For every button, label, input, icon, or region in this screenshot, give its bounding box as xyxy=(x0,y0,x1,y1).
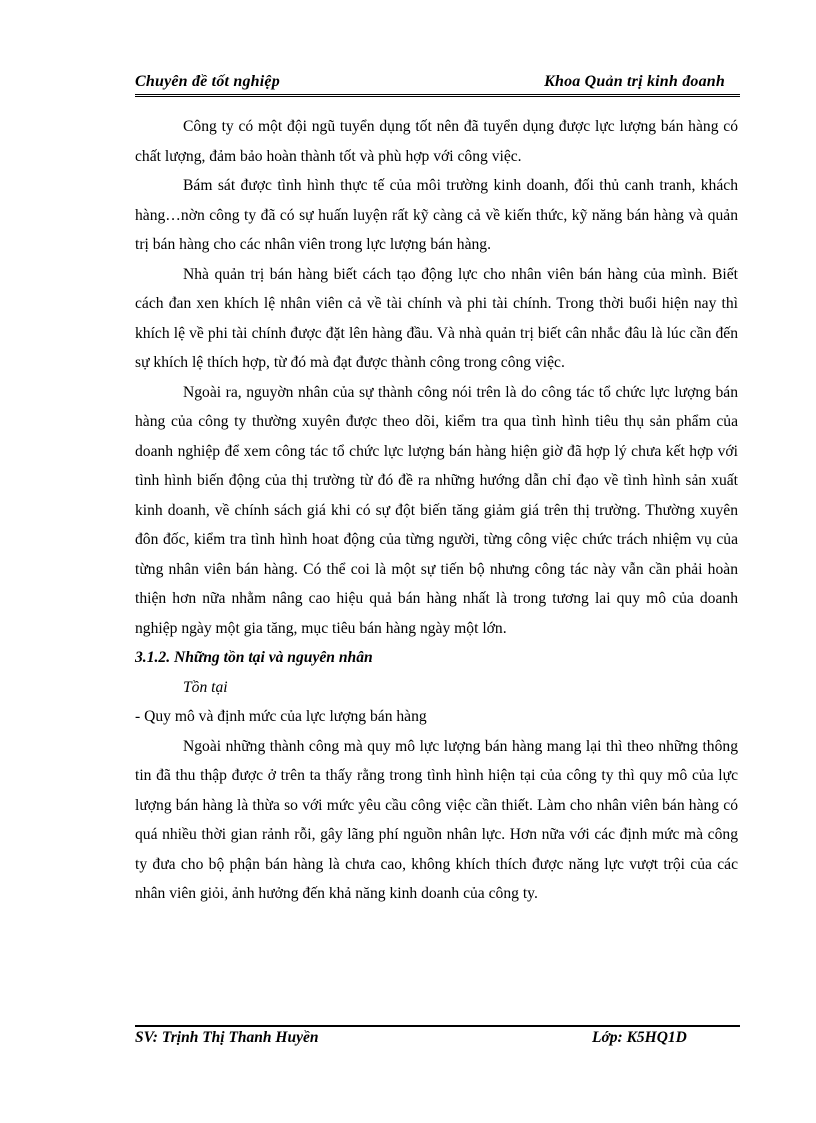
header-thesis-title: Chuyên đề tốt nghiệp xyxy=(135,73,280,90)
paragraph-3: Nhà quản trị bán hàng biết cách tạo động lực cho nhân viên bán hàng của mình. Biết cách đan xen khích lệ nhân viên cả về tài chính và phi tài chính. Trong thời buổi hiện nay thì khích lệ về phi tài chính được đặt lên hàng đầu. Và nhà quản trị biết cân nhắc đâu là lúc cần đến sự khích lệ thích hợp, từ đó mà đạt được thành công trong công việc. xyxy=(135,265,738,371)
paragraph-1: Công ty có một đội ngũ tuyển dụng tốt nên đã tuyển dụng được lực lượng bán hàng có chất lượng, đảm bảo hoàn thành tốt và phù hợp với công việc. xyxy=(135,118,738,165)
footer-class: Lớp: K5HQ1D xyxy=(592,1029,687,1046)
paragraph-4: Ngoài ra, nguyờn nhân của sự thành công nói trên là do công tác tổ chức lực lượng bán hàng của công ty thường xuyên được theo dõi, kiểm tra qua tình hình tiêu thụ sản phẩm của doanh nghiệp để xem công tác tổ chức lực lượng bán hàng hiện giờ đã hợp lý chưa kết hợp với tình hình biến động của thị trường từ đó đề ra những hướng dẫn chỉ đạo về tình hình sản xuất kinh doanh, về chính sách giá khi có sự đột biến tăng giảm giá trên thị trường. Thường xuyên đôn đốc, kiểm tra tình hình hoat động của từng người, từng công việc chức trách nhiệm vụ của từng nhân viên bán hàng. Có thể coi là một sự tiến bộ nhưng công tác này vẫn cần phải hoàn thiện hơn nữa nhằm nâng cao hiệu quả bán hàng nhất là trong tương lai quy mô của doanh nghiệp ngày một gia tăng, mục tiêu bán hàng ngày một lớn. xyxy=(135,383,738,637)
page-footer xyxy=(135,1029,740,1049)
subsection-heading: Tồn tại xyxy=(183,678,228,696)
section-heading: 3.1.2. Những tồn tại và nguyên nhân xyxy=(135,649,373,666)
paragraph-5: Ngoài những thành công mà quy mô lực lượng bán hàng mang lại thì theo những thông tin đã thu thập được ở trên ta thấy rằng trong tình hình hiện tại của công ty thì quy mô của lực lượng bán hàng là thừa so với mức yêu cầu công việc cần thiết. Làm cho nhân viên bán hàng có quá nhiều thời gian rảnh rỗi, gây lãng phí nguồn nhân lực. Hơn nữa với các định mức mà công ty đưa cho bộ phận bán hàng là chưa cao, không khích thích được năng lực vượt trội của các nhân viên giỏi, ảnh hưởng đến khả năng kinh doanh của công ty. xyxy=(135,737,738,902)
paragraph-2: Bám sát được tình hình thực tế của môi trường kinh doanh, đối thủ canh tranh, khách hàng…nờn công ty đã có sự huấn luyện rất kỹ càng cả về kiến thức, kỹ năng bán hàng và quản trị bán hàng cho các nhân viên trong lực lượng bán hàng. xyxy=(135,177,738,253)
document-body xyxy=(135,112,738,909)
header-faculty: Khoa Quản trị kinh đoanh xyxy=(544,73,725,90)
page-header xyxy=(135,73,740,93)
dash-list-item: - Quy mô và định mức của lực lượng bán hàng xyxy=(135,708,427,725)
header-rule xyxy=(135,94,740,97)
footer-student-name: SV: Trịnh Thị Thanh Huyền xyxy=(135,1029,319,1046)
footer-rule xyxy=(135,1025,740,1027)
